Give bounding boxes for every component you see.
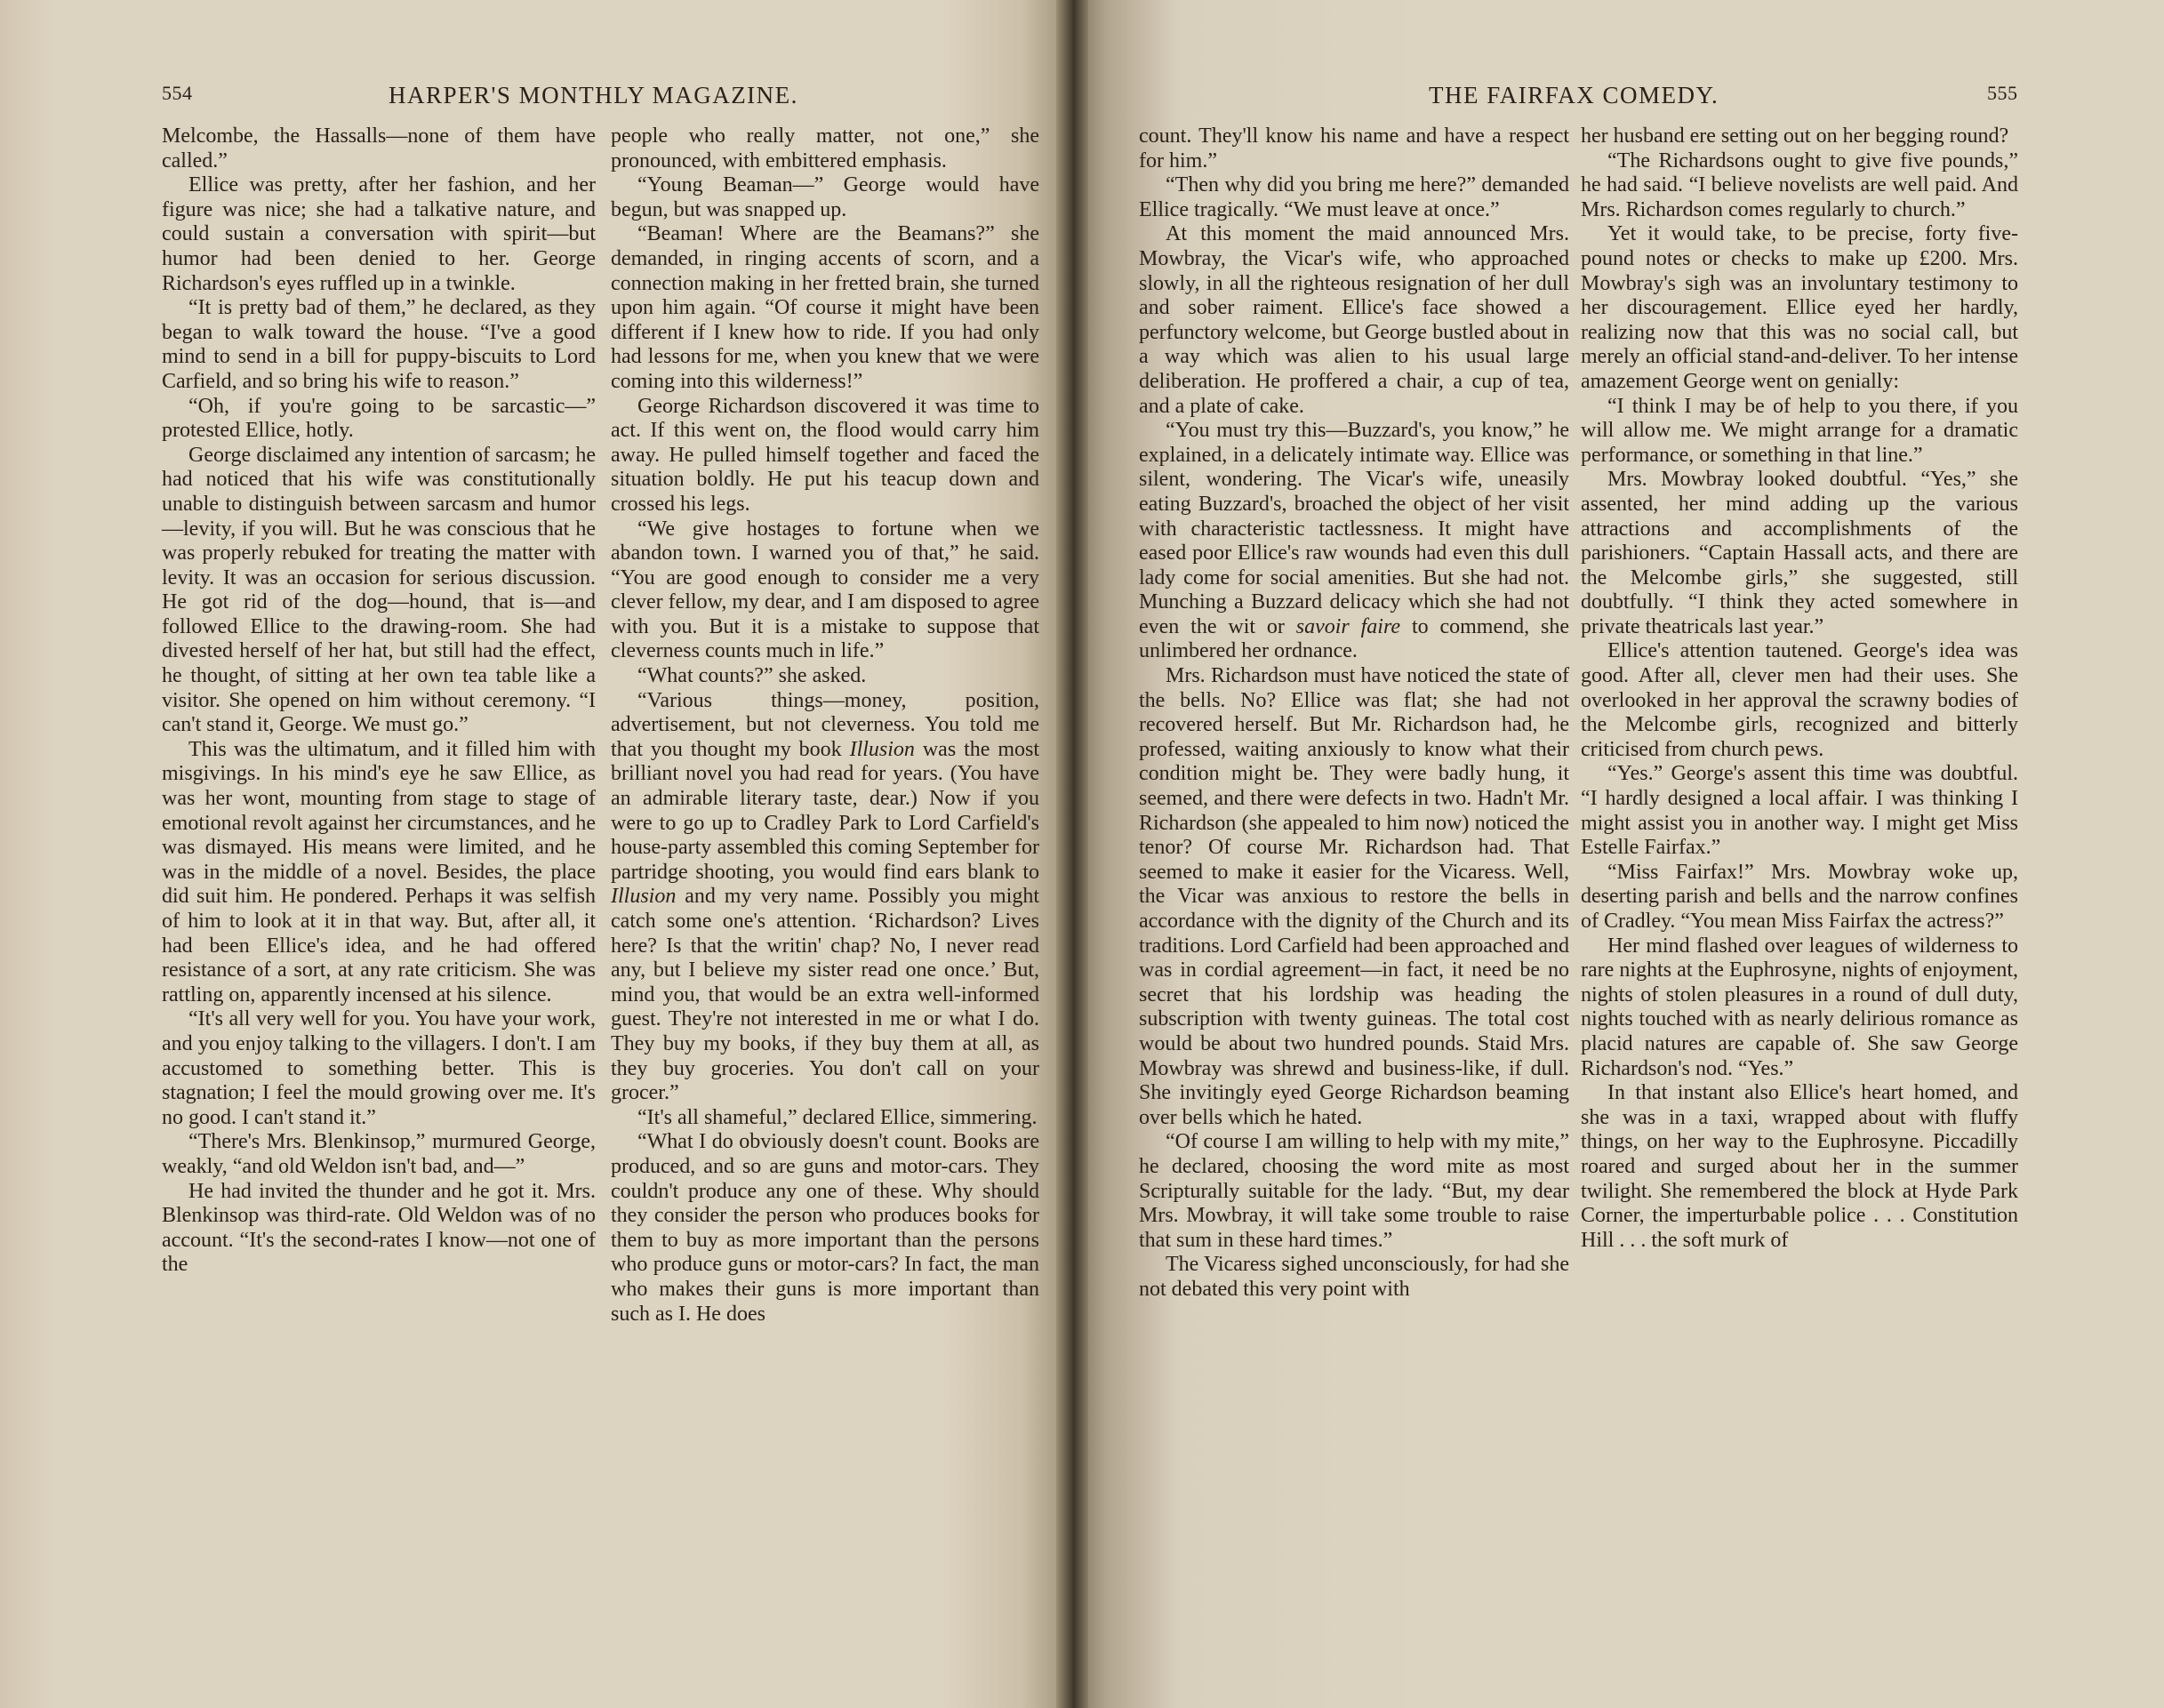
- paragraph: “Beaman! Where are the Beamans?” she demanded, in ringing accents of scorn, and a connection making in her fretted brain, she turned upon him again. “Of course it might have been different if I knew how to ride. If you had only had lessons for me, when you knew that we were coming into this wilderness!”: [611, 222, 1039, 393]
- paragraph: “There's Mrs. Blenkinsop,” murmured George, weakly, “and old Weldon isn't bad, and—”: [162, 1130, 596, 1178]
- paragraph: Ellice was pretty, after her fashion, and her figure was nice; she had a talkative nature, and could sustain a conversation with spirit—but humor had been denied to her. George Richardson's eyes ruffled up in a twinkle.: [162, 173, 596, 295]
- paragraph: Mrs. Richardson must have noticed the state of the bells. No? Ellice was flat; she had not recovered herself. But Mr. Richardson had, he professed, waiting anxiously to know what their condition might be. They were badly hung, it seemed, and there were defects in two. Hadn't Mr. Richardson (she appealed to him now) noticed the tenor? Of course Mr. Richardson had. That seemed to make it easier for the Vicaress. Well, the Vicar was anxious to restore the bells in accordance with the dignity of the Church and its traditions. Lord Carfield had been approached and was in cordial agreement—in fact, it need be no secret that his lordship was heading the subscription with twenty guineas. The total cost would be about two hundred pounds. Staid Mrs. Mowbray was shrewd and business-like, if dull. She invitingly eyed George Richardson beaming over bells which he hated.: [1139, 664, 1569, 1129]
- paragraph: Melcombe, the Hassalls—none of them have called.”: [162, 124, 596, 172]
- paragraph: “Of course I am willing to help with my mite,” he declared, choosing the word mite as most Scripturally suitable for the lady. “But, my dear Mrs. Mowbray, it will take some trouble to raise that sum in these hard times.”: [1139, 1130, 1569, 1252]
- page-number-left: 554: [162, 82, 193, 104]
- left-page: [0, 0, 1072, 1708]
- paragraph: He had invited the thunder and he got it. Mrs. Blenkinsop was third-rate. Old Weldon was of no account. “It's the second-rates I know—not one of the: [162, 1179, 596, 1277]
- paragraph: “Oh, if you're going to be sarcastic—” protested Ellice, hotly.: [162, 394, 596, 443]
- paragraph: count. They'll know his name and have a respect for him.”: [1139, 124, 1569, 172]
- paragraph: “Young Beaman—” George would have begun, but was snapped up.: [611, 173, 1039, 221]
- paragraph: “We give hostages to fortune when we abandon town. I warned you of that,” he said. “You are good enough to consider me a very clever fellow, my dear, and I am disposed to agree with you. But it is a mistake to suppose that cleverness counts much in life.”: [611, 517, 1039, 663]
- paragraph: “What counts?” she asked.: [637, 664, 867, 688]
- running-head-left: HARPER'S MONTHLY MAGAZINE.: [389, 82, 798, 108]
- paragraph: “I think I may be of help to you there, if you will allow me. We might arrange for a dramatic performance, or something in that line.”: [1581, 394, 2018, 467]
- paragraph: At this moment the maid announced Mrs. Mowbray, the Vicar's wife, who approached slowly, in all the righteous resignation of her dull and sober raiment. Ellice's face showed a perfunctory welcome, but George bustled about in a way which was alien to his usual large deliberation. He proffered a chair, a cup of tea, and a plate of cake.: [1139, 222, 1569, 418]
- paragraph: George disclaimed any intention of sarcasm; he had noticed that his wife was constitutionally unable to distinguish between sarcasm and humor—levity, if you will. But he was conscious that he was properly rebuked for treating the matter with levity. It was an occasion for serious discussion. He got rid of the dog—hound, that is—and followed Ellice to the drawing-room. She had divested herself of her hat, but still had the effect, he thought, of sitting at her own tea table like a visitor. She opened on him without ceremony. “I can't stand it, George. We must go.”: [162, 443, 596, 737]
- right-page-column-2: [1581, 124, 2018, 1253]
- paragraph: “The Richardsons ought to give five pounds,” he had said. “I believe novelists are well paid. And Mrs. Richardson comes regularly to church.”: [1581, 148, 2018, 221]
- right-page-column-1: [1139, 124, 1569, 1303]
- paragraph: “What I do obviously doesn't count. Books are produced, and so are guns and motor-cars. They couldn't produce any one of these. Why should they consider the person who produces books for them to buy as more important than the persons who produce guns or motor-cars? In fact, the man who makes their guns is more important than such as I. He does: [611, 1130, 1039, 1326]
- book-gutter: [1056, 0, 1088, 1708]
- paragraph: George Richardson discovered it was time to act. If this went on, the flood would carry him away. He pulled himself together and faced the situation boldly. He put his teacup down and crossed his legs.: [611, 394, 1039, 516]
- paragraph: Her mind flashed over leagues of wilderness to rare nights at the Euphrosyne, nights of enjoyment, nights of stolen pleasures in a round of dull duty, nights touched with as nearly delirious romance as placid natures are capable of. She saw George Richardson's nod. “Yes.”: [1581, 934, 2018, 1080]
- paragraph: “Miss Fairfax!” Mrs. Mowbray woke up, deserting parish and bells and the narrow confines of Cradley. “You mean Miss Fairfax the actress?”: [1581, 860, 2018, 933]
- paragraph: “You must try this—Buzzard's, you know,” he explained, in a delicately intimate way. Ellice was silent, wondering. The Vicar's wife, uneasily eating Buzzard's, broached the object of her visit with characteristic tactlessness. It might have eased poor Ellice's raw wounds had even this dull lady come for social amenities. But she had not. Munching a Buzzard delicacy which she had not even the wit or savoir faire to commend, she unlimbered her ordnance.: [1139, 419, 1569, 663]
- paragraph: “Yes.” George's assent this time was doubtful. “I hardly designed a local affair. I was thinking I might assist you in another way. I might get Miss Estelle Fairfax.”: [1581, 762, 2018, 860]
- paragraph: Mrs. Mowbray looked doubtful. “Yes,” she assented, her mind adding up the various attractions and accomplishments of the parishioners. “Captain Hassall acts, and there are the Melcombe girls,” she suggested, still doubtfully. “I think they acted somewhere in private theatricals last year.”: [1581, 468, 2018, 638]
- paragraph: “It's all shameful,” declared Ellice, simmering.: [637, 1105, 1038, 1129]
- paragraph: “Then why did you bring me here?” demanded Ellice tragically. “We must leave at once.”: [1139, 173, 1569, 221]
- paragraph: This was the ultimatum, and it filled him with misgivings. In his mind's eye he saw Ellice, as was her wont, mounting from stage to stage of emotional revolt against her circumstances, and he was dismayed. His means were limited, and he was in the middle of a novel. Besides, the place did suit him. He pondered. Perhaps it was selfish of him to look at it in that way. But, after all, it had been Ellice's idea, and he had offered resistance of a sort, at any rate criticism. She was rattling on, apparently incensed at his silence.: [162, 737, 596, 1006]
- paragraph: The Vicaress sighed unconsciously, for had she not debated this very point with: [1139, 1253, 1569, 1301]
- paragraph: Yet it would take, to be precise, forty five-pound notes or checks to make up £200. Mrs. Mowbray's sigh was an involuntary testimony to her discouragement. Ellice eyed her hardly, realizing now that this was no social call, but merely an official stand-and-deliver. To her intense amazement George went on genially:: [1581, 222, 2018, 393]
- left-page-column-1: [162, 124, 596, 1278]
- page-number-right: 555: [1987, 82, 2018, 104]
- paragraph: “It is pretty bad of them,” he declared, as they began to walk toward the house. “I've a good mind to send in a bill for puppy-biscuits to Lord Carfield, and so bring his wife to reason.”: [162, 296, 596, 393]
- paragraph: “Various things—money, position, advertisement, but not cleverness. You told me that you thought my book Illusion was the most brilliant novel you had read for years. (You have an admirable literary taste, dear.) Now if you were to go up to Cradley Park to Lord Carfield's house-party assembled this coming September for partridge shooting, you would find ears blank to Illusion and my very name. Possibly you might catch some one's attention. ‘Richardson? Lives here? Is that the writin' chap? No, I never read any, but I believe my sister read one once.’ But, mind you, that would be an extra well-informed guest. They're not interested in me or what I do. They buy my books, if they buy them at all, as they buy groceries. You don't call on your grocer.”: [611, 688, 1039, 1105]
- paragraph: her husband ere setting out on her begging round?: [1581, 124, 2009, 148]
- left-page-column-2: [611, 124, 1039, 1327]
- right-page: [1072, 0, 2164, 1708]
- paragraph: “It's all very well for you. You have your work, and you enjoy talking to the villagers. I don't. I am accustomed to something better. This is stagnation; I feel the mould growing over me. It's no good. I can't stand it.”: [162, 1007, 596, 1129]
- paragraph: In that instant also Ellice's heart homed, and she was in a taxi, wrapped about with fluffy things, on her way to the Euphrosyne. Piccadilly roared and surged about her in the summer twilight. She remembered the block at Hyde Park Corner, the imperturbable police . . . Constitution Hill . . . the soft murk of: [1581, 1081, 2018, 1252]
- paragraph: Ellice's attention tautened. George's idea was good. After all, clever men had their uses. She overlooked in her approval the scrawny bodies of the Melcombe girls, recognized and bitterly criticised from church pews.: [1581, 639, 2018, 761]
- paragraph: people who really matter, not one,” she pronounced, with embittered emphasis.: [611, 124, 1039, 172]
- running-head-right: THE FAIRFAX COMEDY.: [1429, 82, 1719, 108]
